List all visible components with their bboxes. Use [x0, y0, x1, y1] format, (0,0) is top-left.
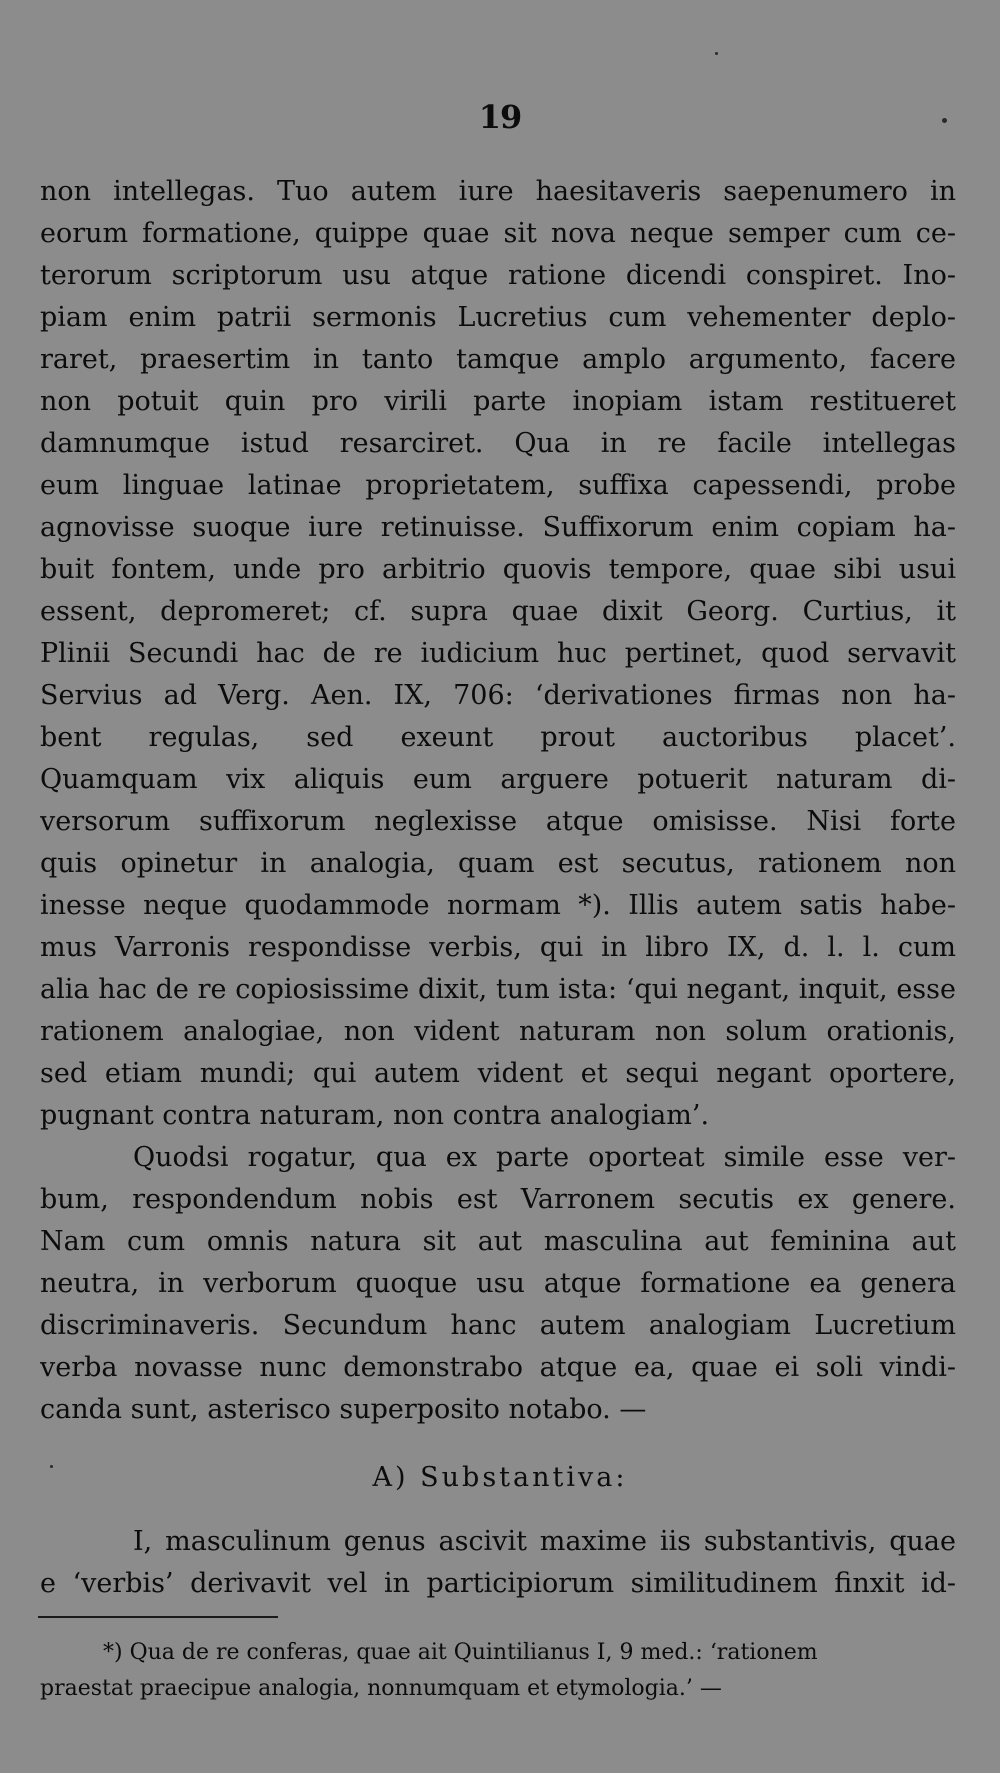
- text-line: essent, depromeret; cf. supra quae dixit Georg. Curtius, it: [40, 596, 956, 627]
- text-line: rationem analogiae, non vident naturam non solum orationis,: [40, 1016, 956, 1047]
- text-line: non intellegas. Tuo autem iure haesitaveris saepenumero in: [40, 176, 956, 207]
- text-line: I, masculinum genus ascivit maxime iis substantivis, quae: [133, 1526, 956, 1557]
- text-line: Nam cum omnis natura sit aut masculina aut feminina aut: [40, 1226, 956, 1257]
- scan-speck: [715, 52, 718, 55]
- text-line: e ‘verbis’ derivavit vel in participiorum similitudinem finxit id-: [40, 1568, 956, 1599]
- section-heading: A) Substantiva:: [372, 1462, 628, 1493]
- text-line: eum linguae latinae proprietatem, suffixa capessendi, probe: [40, 470, 956, 501]
- text-line: terorum scriptorum usu atque ratione dicendi conspiret. Ino-: [40, 260, 956, 291]
- footnote-line: praestat praecipue analogia, nonnumquam et etymologia.’ —: [40, 1676, 722, 1701]
- text-line: Plinii Secundi hac de re iudicium huc pertinet, quod servavit: [40, 638, 956, 669]
- text-line: buit fontem, unde pro arbitrio quovis tempore, quae sibi usui: [40, 554, 956, 585]
- text-line: canda sunt, asterisco superposito notabo. —: [40, 1394, 647, 1425]
- body-text: [40, 171, 956, 1431]
- text-line: Quamquam vix aliquis eum arguere potuerit naturam di-: [40, 764, 956, 795]
- page-number: 19: [478, 98, 522, 136]
- footnote-line: *) Qua de re conferas, quae ait Quintilianus I, 9 med.: ‘rationem: [103, 1640, 818, 1665]
- text-line: neutra, in verborum quoque usu atque formatione ea genera: [40, 1268, 956, 1299]
- text-line: pugnant contra naturam, non contra analogiam’.: [40, 1100, 710, 1131]
- text-line: piam enim patrii sermonis Lucretius cum vehementer deplo-: [40, 302, 956, 333]
- text-line: damnumque istud resarciret. Qua in re facile intellegas: [40, 428, 956, 459]
- text-line: agnovisse suoque iure retinuisse. Suffixorum enim copiam ha-: [40, 512, 956, 543]
- section-text: [40, 1521, 956, 1605]
- text-line: Quodsi rogatur, qua ex parte oporteat simile esse ver-: [133, 1142, 956, 1173]
- text-line: bent regulas, sed exeunt prout auctoribus placet’.: [40, 722, 956, 753]
- footnote-divider: [38, 1616, 278, 1618]
- footnote: [40, 1635, 956, 1707]
- scan-speck: [942, 118, 947, 123]
- scan-speck: [50, 1465, 53, 1468]
- text-line: non potuit quin pro virili parte inopiam istam restitueret: [40, 386, 956, 417]
- text-line: discriminaveris. Secundum hanc autem analogiam Lucretium: [40, 1310, 956, 1341]
- text-line: eorum formatione, quippe quae sit nova neque semper cum ce-: [40, 218, 956, 249]
- text-line: alia hac de re copiosissime dixit, tum ista: ‘qui negant, inquit, esse: [40, 974, 956, 1005]
- text-line: raret, praesertim in tanto tamque amplo argumento, facere: [40, 344, 956, 375]
- text-line: bum, respondendum nobis est Varronem secutis ex genere.: [40, 1184, 956, 1215]
- text-line: quis opinetur in analogia, quam est secutus, rationem non: [40, 848, 956, 879]
- text-line: verba novasse nunc demonstrabo atque ea, quae ei soli vindi-: [40, 1352, 956, 1383]
- text-line: versorum suffixorum neglexisse atque omisisse. Nisi forte: [40, 806, 956, 837]
- text-line: Servius ad Verg. Aen. IX, 706: ‘derivationes firmas non ha-: [40, 680, 956, 711]
- text-line: sed etiam mundi; qui autem vident et sequi negant oportere,: [40, 1058, 956, 1089]
- text-line: inesse neque quodammode normam *). Illis autem satis habe-: [40, 890, 956, 921]
- text-line: mus Varronis respondisse verbis, qui in libro IX, d. l. l. cum: [40, 932, 956, 963]
